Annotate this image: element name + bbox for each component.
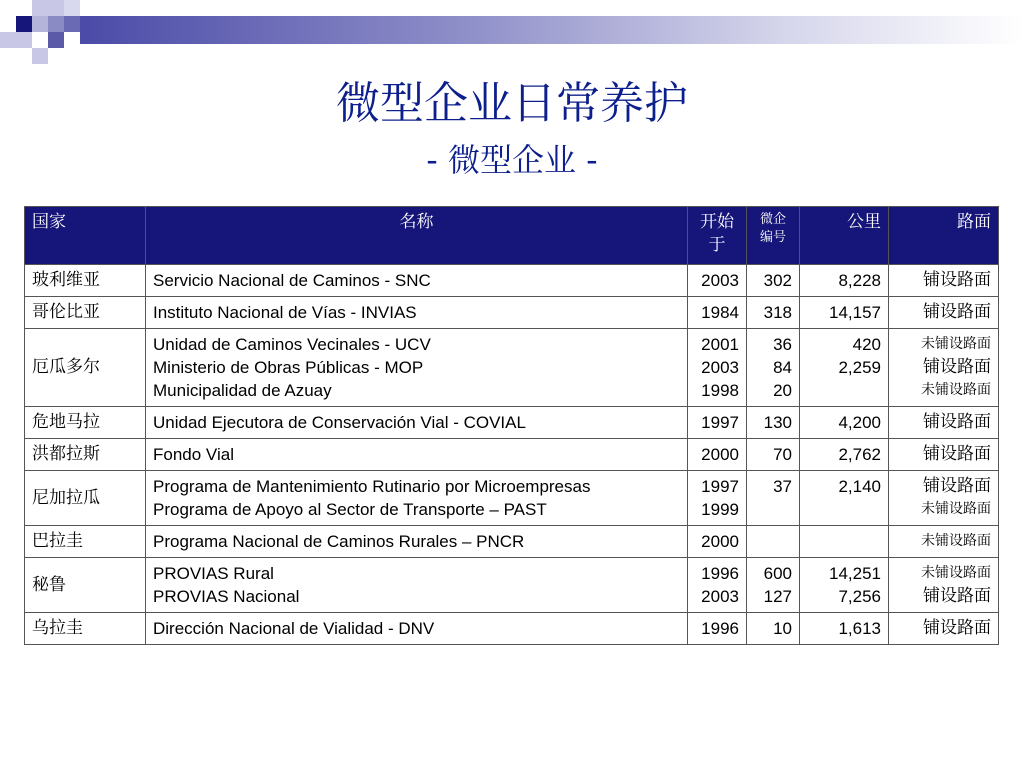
cell-year xyxy=(688,439,747,471)
page-subtitle: - 微型企业 - xyxy=(426,141,598,179)
header-gradient-bar xyxy=(80,16,1024,44)
cell-km xyxy=(800,329,889,407)
name-line: Municipalidad de Azuay xyxy=(153,381,332,400)
decor-square xyxy=(32,16,48,32)
cell-km xyxy=(800,526,889,558)
surface-line: 铺设路面 xyxy=(923,270,991,290)
cell-year xyxy=(688,558,747,613)
cell-code xyxy=(747,526,800,558)
code-line: 130 xyxy=(763,413,792,432)
name-line: Unidad Ejecutora de Conservación Vial - COVIAL xyxy=(153,413,526,432)
surface-line: 铺设路面 xyxy=(923,586,991,606)
cell-code xyxy=(747,439,800,471)
km-line: 4,200 xyxy=(838,413,881,432)
code-line: 318 xyxy=(763,303,792,322)
cell-country: 乌拉圭 xyxy=(25,613,146,645)
cell-km xyxy=(800,558,889,613)
km-line: 14,251 xyxy=(829,564,881,583)
decor-square xyxy=(16,32,32,48)
cell-code xyxy=(747,407,800,439)
code-line: 127 xyxy=(763,587,792,606)
year-line: 1996 xyxy=(701,619,739,638)
cell-name xyxy=(146,265,688,297)
year-line: 1984 xyxy=(701,303,739,322)
cell-country: 厄瓜多尔 xyxy=(25,329,146,407)
cell-surface xyxy=(889,297,999,329)
page-title: 微型企业日常养护 xyxy=(336,78,688,129)
decor-square xyxy=(64,16,80,32)
decor-square xyxy=(48,16,64,32)
year-line: 1997 xyxy=(701,413,739,432)
cell-year xyxy=(688,471,747,526)
cell-name xyxy=(146,329,688,407)
decor-square xyxy=(48,32,64,48)
cell-country: 危地马拉 xyxy=(25,407,146,439)
cell-name xyxy=(146,558,688,613)
year-line: 2003 xyxy=(701,271,739,290)
year-line: 1997 xyxy=(701,477,739,496)
cell-surface xyxy=(889,329,999,407)
microenterprise-table xyxy=(24,206,999,645)
name-line: Ministerio de Obras Públicas - MOP xyxy=(153,358,424,377)
surface-line: 铺设路面 xyxy=(923,357,991,377)
cell-name xyxy=(146,439,688,471)
cell-code xyxy=(747,558,800,613)
code-line: 10 xyxy=(773,619,792,638)
year-line: 1999 xyxy=(701,500,739,519)
cell-country: 尼加拉瓜 xyxy=(25,471,146,526)
cell-country: 巴拉圭 xyxy=(25,526,146,558)
name-line: PROVIAS Rural xyxy=(153,564,274,583)
cell-country: 玻利维亚 xyxy=(25,265,146,297)
header-km: 公里 xyxy=(800,207,889,265)
year-line: 2000 xyxy=(701,445,739,464)
name-line: Programa Nacional de Caminos Rurales – PNCR xyxy=(153,532,525,551)
km-line: 2,762 xyxy=(838,445,881,464)
surface-line: 铺设路面 xyxy=(923,302,991,322)
cell-code xyxy=(747,297,800,329)
km-line: 2,259 xyxy=(838,358,881,377)
cell-km xyxy=(800,439,889,471)
surface-line: 未铺设路面 xyxy=(921,565,991,581)
surface-line: 铺设路面 xyxy=(923,444,991,464)
decor-square xyxy=(0,32,16,48)
cell-year xyxy=(688,407,747,439)
cell-surface xyxy=(889,526,999,558)
decor-square xyxy=(48,0,64,16)
year-line: 1996 xyxy=(701,564,739,583)
year-line: 2001 xyxy=(701,335,739,354)
name-line: Fondo Vial xyxy=(153,445,234,464)
header-name: 名称 xyxy=(146,207,688,265)
cell-km xyxy=(800,471,889,526)
name-line: Programa de Apoyo al Sector de Transporte – PAST xyxy=(153,500,547,519)
table-row xyxy=(25,439,999,471)
year-line: 2003 xyxy=(701,358,739,377)
table-row xyxy=(25,297,999,329)
cell-surface xyxy=(889,613,999,645)
cell-surface xyxy=(889,471,999,526)
km-line: 420 xyxy=(852,335,881,354)
year-line: 2000 xyxy=(701,532,739,551)
cell-year xyxy=(688,613,747,645)
header-country: 国家 xyxy=(25,207,146,265)
name-line: Dirección Nacional de Vialidad - DNV xyxy=(153,619,435,638)
table-row xyxy=(25,329,999,407)
surface-line: 未铺设路面 xyxy=(921,533,991,549)
name-line: Instituto Nacional de Vías - INVIAS xyxy=(153,303,417,322)
surface-line: 未铺设路面 xyxy=(921,501,991,517)
cell-name xyxy=(146,297,688,329)
cell-year xyxy=(688,526,747,558)
cell-surface xyxy=(889,265,999,297)
decor-square xyxy=(16,16,32,32)
cell-year xyxy=(688,329,747,407)
cell-name xyxy=(146,407,688,439)
table-row xyxy=(25,407,999,439)
table-row xyxy=(25,526,999,558)
cell-surface xyxy=(889,407,999,439)
cell-surface xyxy=(889,558,999,613)
year-line: 2003 xyxy=(701,587,739,606)
code-line: 36 xyxy=(773,335,792,354)
header-surface: 路面 xyxy=(889,207,999,265)
cell-country: 秘鲁 xyxy=(25,558,146,613)
code-line: 84 xyxy=(773,358,792,377)
code-line: 600 xyxy=(763,564,792,583)
km-line: 7,256 xyxy=(838,587,881,606)
header-mse-count: 微企编号 xyxy=(747,207,800,265)
cell-name xyxy=(146,471,688,526)
cell-km xyxy=(800,297,889,329)
name-line: Unidad de Caminos Vecinales - UCV xyxy=(153,335,431,354)
code-line: 37 xyxy=(773,477,792,496)
km-line: 2,140 xyxy=(838,477,881,496)
surface-line: 未铺设路面 xyxy=(921,336,991,352)
decor-square xyxy=(32,0,48,16)
table-row xyxy=(25,471,999,526)
decor-square xyxy=(64,0,80,16)
code-line: 20 xyxy=(773,381,792,400)
header-start: 开始于 xyxy=(688,207,747,265)
name-line: Servicio Nacional de Caminos - SNC xyxy=(153,271,431,290)
km-line: 1,613 xyxy=(838,619,881,638)
cell-code xyxy=(747,265,800,297)
table-row xyxy=(25,558,999,613)
cell-code xyxy=(747,613,800,645)
cell-name xyxy=(146,613,688,645)
table-header-row xyxy=(25,207,999,265)
decor-square xyxy=(32,48,48,64)
cell-km xyxy=(800,407,889,439)
cell-year xyxy=(688,297,747,329)
name-line: PROVIAS Nacional xyxy=(153,587,300,606)
cell-name xyxy=(146,526,688,558)
name-line: Programa de Mantenimiento Rutinario por Microempresas xyxy=(153,477,591,496)
cell-km xyxy=(800,613,889,645)
cell-code xyxy=(747,471,800,526)
surface-line: 铺设路面 xyxy=(923,618,991,638)
cell-year xyxy=(688,265,747,297)
table-row xyxy=(25,613,999,645)
cell-km xyxy=(800,265,889,297)
km-line: 14,157 xyxy=(829,303,881,322)
year-line: 1998 xyxy=(701,381,739,400)
cell-surface xyxy=(889,439,999,471)
cell-code xyxy=(747,329,800,407)
surface-line: 未铺设路面 xyxy=(921,382,991,398)
km-line: 8,228 xyxy=(838,271,881,290)
surface-line: 铺设路面 xyxy=(923,412,991,432)
cell-country: 哥伦比亚 xyxy=(25,297,146,329)
code-line: 70 xyxy=(773,445,792,464)
surface-line: 铺设路面 xyxy=(923,476,991,496)
cell-country: 洪都拉斯 xyxy=(25,439,146,471)
code-line: 302 xyxy=(763,271,792,290)
table-row xyxy=(25,265,999,297)
